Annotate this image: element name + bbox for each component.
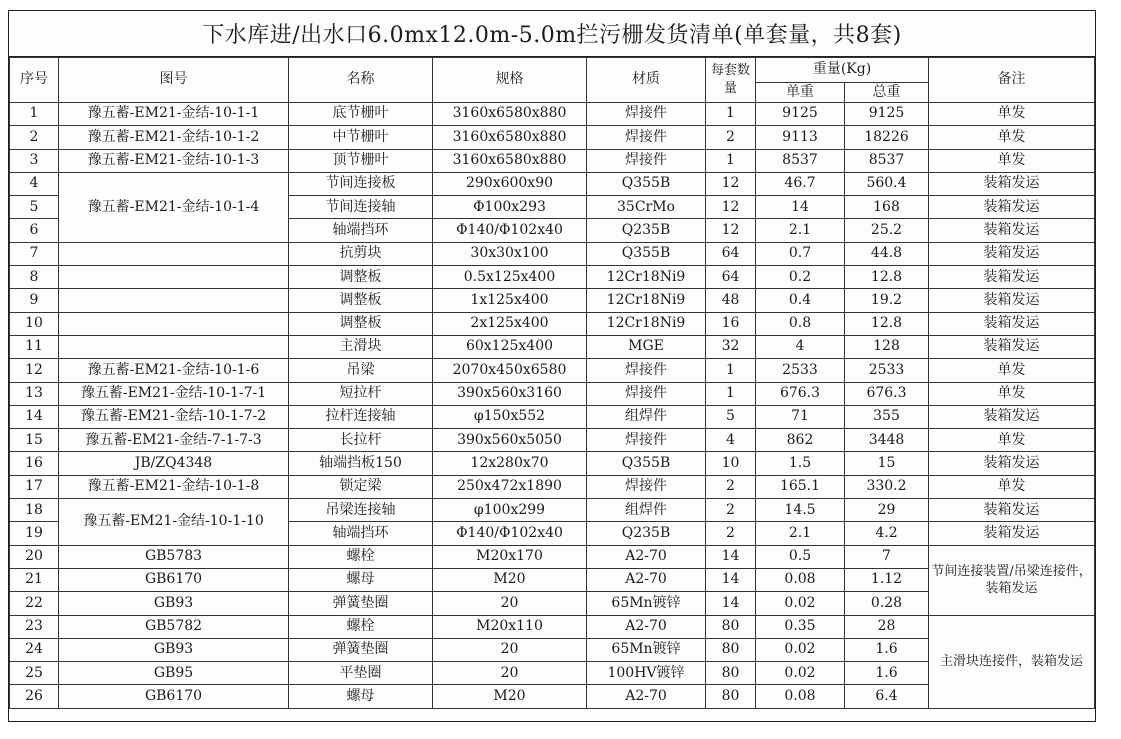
cell-drawing: GB6170 [59, 568, 289, 591]
cell-material: 焊接件 [587, 429, 706, 452]
shipping-list-table [9, 57, 1095, 709]
cell-remark: 单发 [929, 382, 1095, 405]
cell-total-weight: 28 [845, 615, 929, 638]
cell-name: 抗剪块 [289, 242, 433, 265]
cell-qty: 10 [706, 452, 756, 475]
cell-drawing: 豫五蓄-EM21-金结-10-1-10 [59, 499, 289, 546]
cell-name: 轴端挡环 [289, 522, 433, 545]
header-qty: 每套数量 [706, 58, 756, 103]
cell-unit-weight: 8537 [756, 149, 845, 172]
cell-material: 焊接件 [587, 475, 706, 498]
cell-qty: 64 [706, 266, 756, 289]
cell-qty: 80 [706, 615, 756, 638]
cell-spec: M20 [433, 685, 587, 708]
header-total-weight: 总重 [845, 83, 929, 103]
cell-spec: 60x125x400 [433, 335, 587, 358]
table-row [10, 126, 1095, 149]
cell-name: 吊梁 [289, 359, 433, 382]
cell-no: 9 [10, 289, 59, 312]
cell-material: Q235B [587, 219, 706, 242]
cell-spec: 1x125x400 [433, 289, 587, 312]
cell-total-weight: 6.4 [845, 685, 929, 708]
cell-no: 26 [10, 685, 59, 708]
cell-unit-weight: 0.08 [756, 685, 845, 708]
cell-material: 100HV镀锌 [587, 662, 706, 685]
cell-name: 中节栅叶 [289, 126, 433, 149]
table-row [10, 545, 1095, 568]
cell-spec: 250x472x1890 [433, 475, 587, 498]
header-unit-weight: 单重 [756, 83, 845, 103]
cell-drawing: 豫五蓄-EM21-金结-10-1-8 [59, 475, 289, 498]
cell-total-weight: 4.2 [845, 522, 929, 545]
cell-unit-weight: 2.1 [756, 522, 845, 545]
table-row [10, 149, 1095, 172]
header-spec: 规格 [433, 58, 587, 103]
cell-no: 4 [10, 172, 59, 195]
cell-name: 主滑块 [289, 335, 433, 358]
table-row [10, 499, 1095, 522]
cell-qty: 1 [706, 149, 756, 172]
cell-no: 2 [10, 126, 59, 149]
cell-unit-weight: 2.1 [756, 219, 845, 242]
cell-material: 65Mn镀锌 [587, 638, 706, 661]
cell-no: 15 [10, 429, 59, 452]
cell-remark: 装箱发运 [929, 499, 1095, 522]
cell-remark: 装箱发运 [929, 405, 1095, 428]
cell-spec: φ100x299 [433, 499, 587, 522]
cell-unit-weight: 165.1 [756, 475, 845, 498]
cell-unit-weight: 46.7 [756, 172, 845, 195]
table-row [10, 452, 1095, 475]
cell-qty: 12 [706, 172, 756, 195]
cell-qty: 14 [706, 592, 756, 615]
table-row [10, 615, 1095, 638]
cell-drawing: JB/ZQ4348 [59, 452, 289, 475]
cell-total-weight: 25.2 [845, 219, 929, 242]
cell-no: 7 [10, 242, 59, 265]
cell-drawing: 豫五蓄-EM21-金结-10-1-1 [59, 103, 289, 126]
cell-drawing: 豫五蓄-EM21-金结-10-1-4 [59, 172, 289, 242]
cell-total-weight: 2533 [845, 359, 929, 382]
cell-unit-weight: 0.2 [756, 266, 845, 289]
cell-spec: 290x600x90 [433, 172, 587, 195]
cell-qty: 14 [706, 545, 756, 568]
cell-total-weight: 355 [845, 405, 929, 428]
cell-material: 12Cr18Ni9 [587, 312, 706, 335]
cell-no: 21 [10, 568, 59, 591]
cell-name: 平垫圈 [289, 662, 433, 685]
cell-drawing: 豫五蓄-EM21-金结-10-1-7-1 [59, 382, 289, 405]
cell-total-weight: 18226 [845, 126, 929, 149]
cell-drawing: GB95 [59, 662, 289, 685]
cell-total-weight: 0.28 [845, 592, 929, 615]
cell-remark: 装箱发运 [929, 196, 1095, 219]
table-row [10, 359, 1095, 382]
cell-no: 5 [10, 196, 59, 219]
cell-name: 拉杆连接轴 [289, 405, 433, 428]
cell-material: 组焊件 [587, 499, 706, 522]
cell-name: 锁定梁 [289, 475, 433, 498]
cell-material: 焊接件 [587, 359, 706, 382]
cell-material: 焊接件 [587, 149, 706, 172]
cell-material: 焊接件 [587, 382, 706, 405]
cell-material: 组焊件 [587, 405, 706, 428]
cell-no: 12 [10, 359, 59, 382]
cell-name: 弹簧垫圈 [289, 592, 433, 615]
cell-remark: 单发 [929, 475, 1095, 498]
cell-material: Q355B [587, 452, 706, 475]
cell-spec: Φ140/Φ102x40 [433, 522, 587, 545]
cell-qty: 32 [706, 335, 756, 358]
cell-remark: 装箱发运 [929, 172, 1095, 195]
cell-spec: 2x125x400 [433, 312, 587, 335]
cell-name: 节间连接轴 [289, 196, 433, 219]
cell-drawing: GB93 [59, 638, 289, 661]
cell-no: 25 [10, 662, 59, 685]
cell-spec: M20x170 [433, 545, 587, 568]
cell-remark: 单发 [929, 429, 1095, 452]
cell-qty: 2 [706, 499, 756, 522]
cell-unit-weight: 14.5 [756, 499, 845, 522]
cell-drawing [59, 242, 289, 265]
cell-qty: 14 [706, 568, 756, 591]
table-row [10, 405, 1095, 428]
cell-no: 23 [10, 615, 59, 638]
cell-spec: 30x30x100 [433, 242, 587, 265]
cell-total-weight: 330.2 [845, 475, 929, 498]
cell-qty: 48 [706, 289, 756, 312]
cell-spec: 20 [433, 638, 587, 661]
cell-total-weight: 9125 [845, 103, 929, 126]
cell-remark-group: 主滑块连接件，装箱发运 [929, 615, 1095, 708]
cell-total-weight: 7 [845, 545, 929, 568]
cell-unit-weight: 1.5 [756, 452, 845, 475]
cell-unit-weight: 0.08 [756, 568, 845, 591]
cell-material: 焊接件 [587, 103, 706, 126]
cell-unit-weight: 14 [756, 196, 845, 219]
cell-name: 调整板 [289, 266, 433, 289]
cell-no: 17 [10, 475, 59, 498]
cell-qty: 80 [706, 638, 756, 661]
cell-no: 20 [10, 545, 59, 568]
cell-no: 22 [10, 592, 59, 615]
cell-unit-weight: 0.35 [756, 615, 845, 638]
cell-material: 65Mn镀锌 [587, 592, 706, 615]
table-row [10, 475, 1095, 498]
cell-total-weight: 12.8 [845, 266, 929, 289]
cell-no: 11 [10, 335, 59, 358]
cell-qty: 2 [706, 126, 756, 149]
cell-name: 弹簧垫圈 [289, 638, 433, 661]
cell-unit-weight: 9113 [756, 126, 845, 149]
cell-remark-group: 节间连接装置/吊梁连接件，装箱发运 [929, 545, 1095, 615]
cell-material: A2-70 [587, 568, 706, 591]
cell-qty: 1 [706, 382, 756, 405]
table-row [10, 266, 1095, 289]
table-row [10, 335, 1095, 358]
cell-spec: 3160x6580x880 [433, 103, 587, 126]
cell-drawing [59, 335, 289, 358]
cell-name: 短拉杆 [289, 382, 433, 405]
cell-unit-weight: 0.4 [756, 289, 845, 312]
cell-no: 14 [10, 405, 59, 428]
cell-unit-weight: 0.02 [756, 592, 845, 615]
cell-no: 24 [10, 638, 59, 661]
cell-remark: 单发 [929, 149, 1095, 172]
table-row [10, 429, 1095, 452]
table-row [10, 289, 1095, 312]
cell-total-weight: 12.8 [845, 312, 929, 335]
cell-remark: 装箱发运 [929, 312, 1095, 335]
cell-drawing: GB93 [59, 592, 289, 615]
cell-spec: 390x560x5050 [433, 429, 587, 452]
cell-name: 螺母 [289, 568, 433, 591]
cell-total-weight: 8537 [845, 149, 929, 172]
cell-total-weight: 560.4 [845, 172, 929, 195]
cell-drawing: 豫五蓄-EM21-金结-10-1-7-2 [59, 405, 289, 428]
cell-total-weight: 3448 [845, 429, 929, 452]
header-row [10, 58, 1095, 83]
cell-drawing: GB5783 [59, 545, 289, 568]
cell-drawing [59, 312, 289, 335]
cell-no: 6 [10, 219, 59, 242]
cell-material: MGE [587, 335, 706, 358]
cell-unit-weight: 862 [756, 429, 845, 452]
cell-no: 16 [10, 452, 59, 475]
cell-spec: 390x560x3160 [433, 382, 587, 405]
cell-material: A2-70 [587, 545, 706, 568]
cell-spec: 12x280x70 [433, 452, 587, 475]
cell-qty: 2 [706, 522, 756, 545]
cell-material: 12Cr18Ni9 [587, 289, 706, 312]
cell-material: Q355B [587, 172, 706, 195]
cell-no: 1 [10, 103, 59, 126]
cell-spec: M20x110 [433, 615, 587, 638]
cell-drawing: 豫五蓄-EM21-金结-10-1-3 [59, 149, 289, 172]
cell-name: 节间连接板 [289, 172, 433, 195]
cell-drawing: 豫五蓄-EM21-金结-10-1-6 [59, 359, 289, 382]
cell-material: A2-70 [587, 615, 706, 638]
cell-name: 吊梁连接轴 [289, 499, 433, 522]
header-no: 序号 [10, 58, 59, 103]
cell-spec: M20 [433, 568, 587, 591]
cell-name: 轴端挡环 [289, 219, 433, 242]
header-name: 名称 [289, 58, 433, 103]
cell-name: 螺母 [289, 685, 433, 708]
header-drawing: 图号 [59, 58, 289, 103]
cell-unit-weight: 2533 [756, 359, 845, 382]
cell-material: 12Cr18Ni9 [587, 266, 706, 289]
cell-no: 3 [10, 149, 59, 172]
cell-material: 焊接件 [587, 126, 706, 149]
cell-unit-weight: 4 [756, 335, 845, 358]
cell-qty: 12 [706, 196, 756, 219]
cell-spec: 0.5x125x400 [433, 266, 587, 289]
cell-name: 轴端挡板150 [289, 452, 433, 475]
cell-name: 底节栅叶 [289, 103, 433, 126]
cell-unit-weight: 0.02 [756, 638, 845, 661]
cell-remark: 装箱发运 [929, 242, 1095, 265]
cell-spec: 2070x450x6580 [433, 359, 587, 382]
cell-qty: 12 [706, 219, 756, 242]
cell-name: 长拉杆 [289, 429, 433, 452]
cell-name: 顶节栅叶 [289, 149, 433, 172]
cell-total-weight: 19.2 [845, 289, 929, 312]
cell-drawing [59, 289, 289, 312]
cell-drawing [59, 266, 289, 289]
cell-spec: 3160x6580x880 [433, 126, 587, 149]
cell-unit-weight: 71 [756, 405, 845, 428]
cell-name: 调整板 [289, 312, 433, 335]
cell-material: 35CrMo [587, 196, 706, 219]
cell-total-weight: 44.8 [845, 242, 929, 265]
cell-drawing: 豫五蓄-EM21-金结-10-1-2 [59, 126, 289, 149]
cell-unit-weight: 0.02 [756, 662, 845, 685]
cell-qty: 16 [706, 312, 756, 335]
cell-no: 13 [10, 382, 59, 405]
header-material: 材质 [587, 58, 706, 103]
cell-qty: 64 [706, 242, 756, 265]
cell-total-weight: 168 [845, 196, 929, 219]
cell-spec: Φ100x293 [433, 196, 587, 219]
table-row [10, 103, 1095, 126]
cell-remark: 装箱发运 [929, 289, 1095, 312]
cell-unit-weight: 676.3 [756, 382, 845, 405]
cell-unit-weight: 0.5 [756, 545, 845, 568]
cell-material: A2-70 [587, 685, 706, 708]
cell-qty: 80 [706, 685, 756, 708]
cell-no: 8 [10, 266, 59, 289]
cell-spec: 20 [433, 592, 587, 615]
cell-remark: 装箱发运 [929, 522, 1095, 545]
cell-no: 10 [10, 312, 59, 335]
table-row [10, 172, 1095, 195]
table-row [10, 312, 1095, 335]
cell-spec: 20 [433, 662, 587, 685]
cell-qty: 1 [706, 359, 756, 382]
cell-material: Q235B [587, 522, 706, 545]
cell-total-weight: 1.6 [845, 662, 929, 685]
cell-remark: 装箱发运 [929, 335, 1095, 358]
cell-total-weight: 15 [845, 452, 929, 475]
cell-total-weight: 1.6 [845, 638, 929, 661]
cell-remark: 装箱发运 [929, 219, 1095, 242]
cell-unit-weight: 0.7 [756, 242, 845, 265]
cell-material: Q355B [587, 242, 706, 265]
cell-no: 19 [10, 522, 59, 545]
cell-qty: 1 [706, 103, 756, 126]
cell-unit-weight: 0.8 [756, 312, 845, 335]
cell-unit-weight: 9125 [756, 103, 845, 126]
cell-qty: 2 [706, 475, 756, 498]
cell-name: 螺栓 [289, 545, 433, 568]
cell-total-weight: 676.3 [845, 382, 929, 405]
cell-qty: 4 [706, 429, 756, 452]
cell-remark: 单发 [929, 359, 1095, 382]
table-row [10, 382, 1095, 405]
page-title: 下水库进/出水口6.0mx12.0m-5.0m拦污栅发货清单(单套量，共8套) [9, 11, 1095, 57]
cell-remark: 装箱发运 [929, 452, 1095, 475]
cell-qty: 80 [706, 662, 756, 685]
header-weight: 重量(Kg) [756, 58, 929, 83]
shipping-list-sheet [8, 10, 1096, 722]
table-row [10, 242, 1095, 265]
header-remark: 备注 [929, 58, 1095, 103]
cell-remark: 单发 [929, 126, 1095, 149]
cell-drawing: GB6170 [59, 685, 289, 708]
cell-total-weight: 29 [845, 499, 929, 522]
cell-drawing: 豫五蓄-EM21-金结-7-1-7-3 [59, 429, 289, 452]
cell-spec: Φ140/Φ102x40 [433, 219, 587, 242]
cell-total-weight: 1.12 [845, 568, 929, 591]
cell-name: 螺栓 [289, 615, 433, 638]
cell-no: 18 [10, 499, 59, 522]
cell-remark: 单发 [929, 103, 1095, 126]
cell-total-weight: 128 [845, 335, 929, 358]
cell-drawing: GB5782 [59, 615, 289, 638]
cell-remark: 装箱发运 [929, 266, 1095, 289]
cell-name: 调整板 [289, 289, 433, 312]
cell-spec: 3160x6580x880 [433, 149, 587, 172]
cell-spec: φ150x552 [433, 405, 587, 428]
cell-qty: 5 [706, 405, 756, 428]
